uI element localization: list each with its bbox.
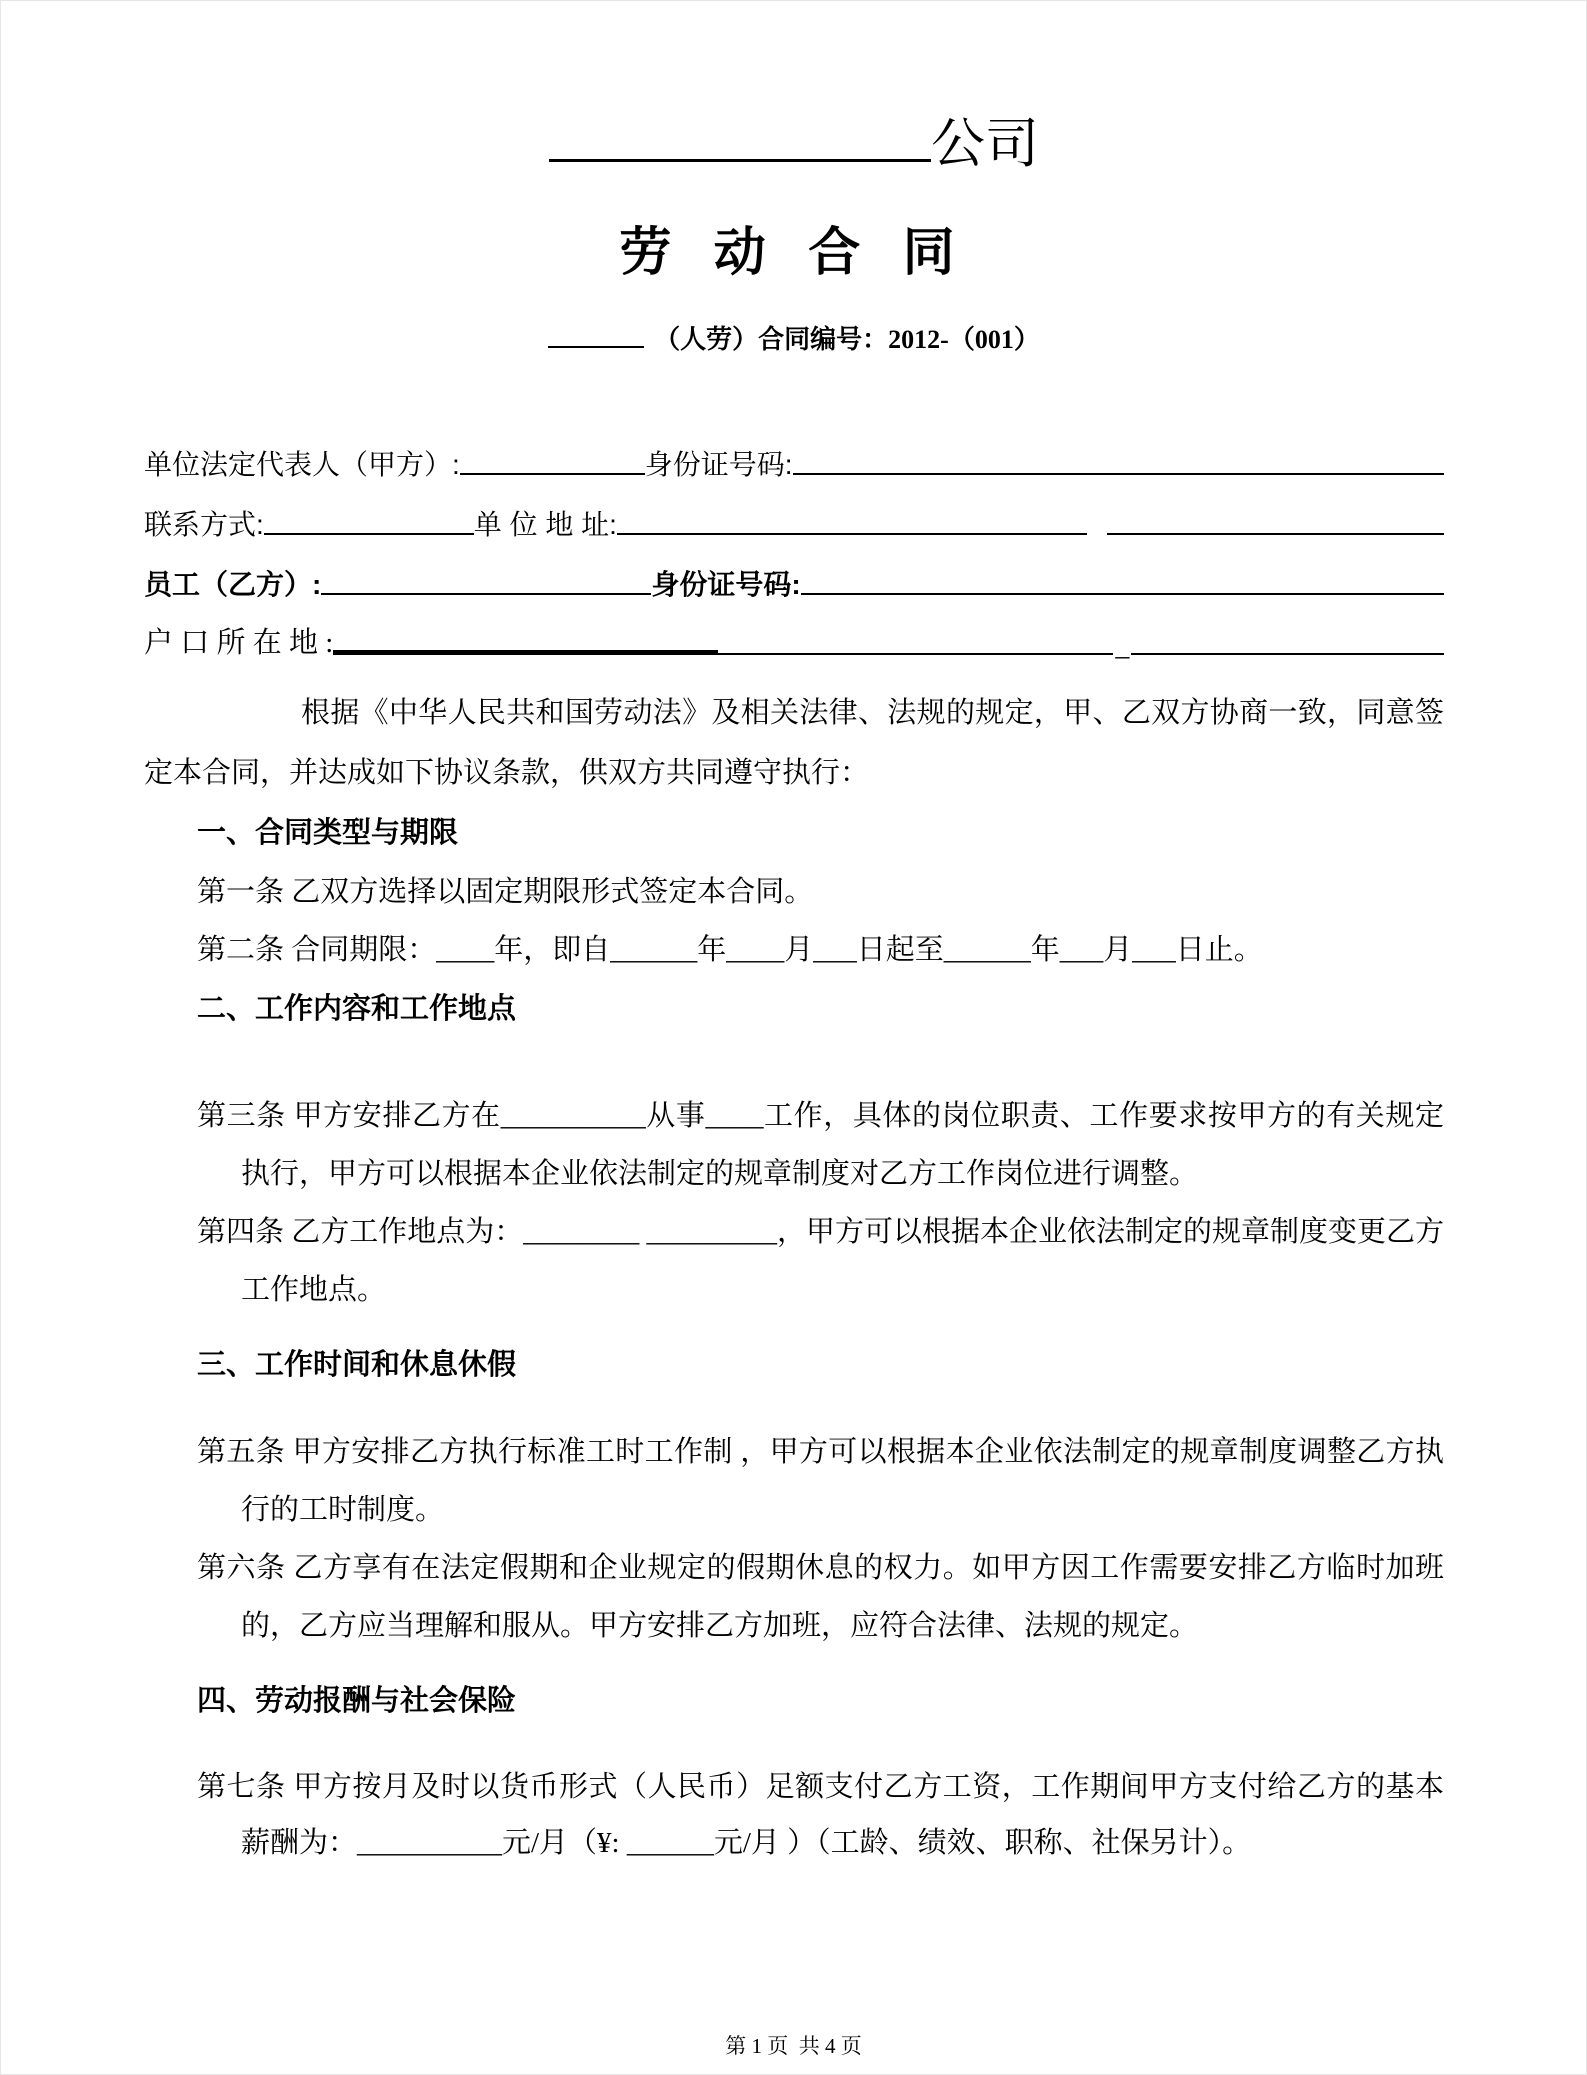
residence-blank-line-thick: [333, 644, 718, 655]
form-row-contact: [144, 481, 1444, 541]
clause-1: 第一条 乙双方选择以固定期限形式签定本合同。: [197, 876, 814, 909]
company-name-line: [144, 113, 1444, 175]
legal-representative-label: 单位法定代表人（甲方）:: [144, 448, 460, 480]
residence-label: 户 口 所 在 地 :: [144, 627, 334, 660]
clause-3: 第三条 甲方安排乙方在__________从事____工作，具体的岗位职责、工作要求按甲方的有关规定执行，甲方可以根据本企业依法制定的规章制度对乙方工作岗位进行调整。: [197, 1100, 1444, 1191]
contact-method-label: 联系方式:: [144, 508, 264, 540]
contract-number-line: [144, 323, 1444, 357]
id-number-label-party-b: 身份证号码:: [651, 568, 801, 600]
company-suffix: 公司: [931, 114, 1039, 174]
company-address-blank-line-2: [1107, 527, 1444, 535]
company-address-label: 单 位 地 址:: [473, 508, 617, 540]
residence-blank-line: [718, 647, 1113, 655]
section-heading-4: 四、劳动报酬与社会保险: [197, 1685, 517, 1718]
clause-2: 第二条 合同期限：____年，即自______年____月___日起至______年___月___日止。: [197, 934, 1263, 967]
clause-7: 第七条 甲方按月及时以货币形式（人民币）足额支付乙方工资，工作期间甲方支付给乙方的基本薪酬为：__________元/月（¥: ______元/月 ）（工龄、绩效、职称、社保另计）。: [197, 1771, 1444, 1860]
party-info-form: [144, 421, 1444, 661]
form-row-legal-representative: [144, 421, 1444, 481]
form-row-employee: [144, 541, 1444, 601]
section-heading-1: 一、合同类型与期限: [197, 817, 459, 850]
id-number-blank-line-party-a: [793, 467, 1444, 475]
id-number-label-party-a: 身份证号码:: [644, 448, 793, 480]
legal-representative-blank-line: [460, 467, 645, 475]
company-name-blank-line: [549, 159, 931, 162]
section-heading-2: 二、工作内容和工作地点: [197, 993, 517, 1026]
page-footer: 第 1 页 共 4 页: [725, 2034, 862, 2058]
residence-underscore-mark: _: [1115, 631, 1130, 663]
residence-blank-line-2: [1131, 647, 1444, 655]
clause-4: 第四条 乙方工作地点为：________ _________，甲方可以根据本企业依法制定的规章制度变更乙方工作地点。: [197, 1216, 1445, 1307]
contact-method-blank-line: [264, 527, 474, 535]
id-number-blank-line-party-b: [801, 587, 1444, 595]
document-title: 劳 动 合 同: [619, 224, 969, 283]
contract-number-blank-line: [548, 346, 644, 348]
employee-label: 员工（乙方）:: [144, 568, 322, 600]
employee-name-blank-line: [321, 587, 651, 595]
preamble-paragraph: 根据《中华人民共和国劳动法》及相关法律、法规的规定，甲、乙双方协商一致，同意签定本合同，并达成如下协议条款，供双方共同遵守执行：: [144, 697, 1444, 790]
section-heading-3: 三、工作时间和休息休假: [197, 1349, 517, 1382]
form-row-residence: [144, 601, 1444, 661]
contract-number-text: （人劳）合同编号：2012-（001）: [654, 325, 1040, 355]
clause-5: 第五条 甲方安排乙方执行标准工时工作制 ，甲方可以根据本企业依法制定的规章制度调整乙方执行的工时制度。: [197, 1436, 1444, 1527]
company-address-blank-line: [617, 527, 1087, 535]
clause-6: 第六条 乙方享有在法定假期和企业规定的假期休息的权力。如甲方因工作需要安排乙方临时加班的，乙方应当理解和服从。甲方安排乙方加班，应符合法律、法规的规定。: [197, 1552, 1444, 1643]
